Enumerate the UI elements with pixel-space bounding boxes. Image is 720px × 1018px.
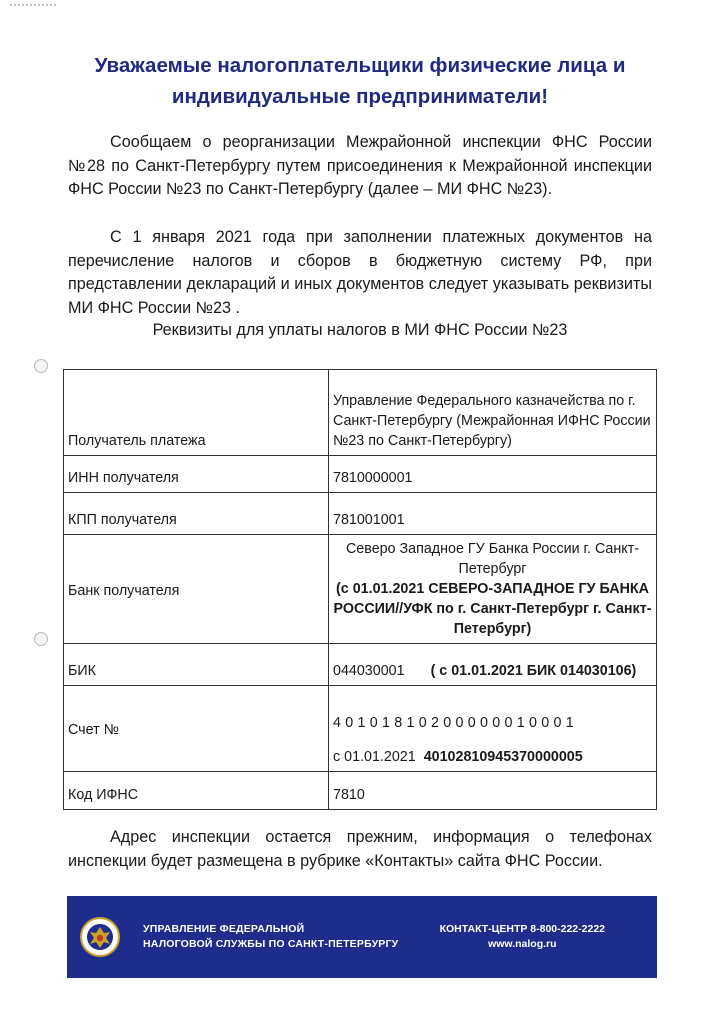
footer-contact-center: КОНТАКТ-ЦЕНТР 8-800-222-2222 <box>439 923 605 935</box>
punch-hole <box>34 359 48 373</box>
ifns-value: 7810 <box>329 772 657 810</box>
table-row <box>64 493 657 535</box>
inn-label: ИНН получателя <box>64 456 329 493</box>
footer-org-line-2: НАЛОГОВОЙ СЛУЖБЫ ПО САНКТ-ПЕТЕРБУРГУ <box>143 938 399 950</box>
account-new-prefix: с 01.01.2021 <box>333 749 416 765</box>
footer-org-line-1: УПРАВЛЕНИЕ ФЕДЕРАЛЬНОЙ <box>143 923 305 935</box>
scan-artifact <box>10 4 56 18</box>
bank-value: Северо Западное ГУ Банка России г. Санкт-Петербург <box>345 541 640 577</box>
table-row <box>64 686 657 772</box>
table-row <box>64 456 657 493</box>
paragraph-requisites-notice: С 1 января 2021 года при заполнении платежных документов на перечисление налогов и сборов в бюджетную систему РФ, при представлении деклараций и иных документов следует указывать реквизиты МИ ФНС России №23 . <box>68 228 652 317</box>
table-row <box>64 535 657 644</box>
table-row <box>64 772 657 810</box>
kpp-label: КПП получателя <box>64 493 329 535</box>
bik-value-new: ( с 01.01.2021 БИК 014030106) <box>430 663 637 679</box>
table-row <box>64 370 657 456</box>
punch-hole <box>34 632 48 646</box>
requisites-heading: Реквизиты для уплаты налогов в МИ ФНС России №23 <box>152 321 568 339</box>
title-line-2: индивидуальные предприниматели! <box>171 85 549 108</box>
account-label: Счет № <box>64 686 329 772</box>
bik-cell <box>329 644 657 686</box>
kpp-value: 781001001 <box>329 493 657 535</box>
footer-organization <box>143 922 398 952</box>
bank-cell <box>329 535 657 644</box>
table-row <box>64 644 657 686</box>
bik-label: БИК <box>64 644 329 686</box>
bank-label: Банк получателя <box>64 535 329 644</box>
account-cell <box>329 686 657 772</box>
recipient-label: Получатель платежа <box>64 370 329 456</box>
requisites-table <box>63 369 657 810</box>
ifns-label: Код ИФНС <box>64 772 329 810</box>
bik-value: 044030001 <box>333 663 405 679</box>
bank-value-new: (с 01.01.2021 СЕВЕРО-ЗАПАДНОЕ ГУ БАНКА РОССИИ//УФК по г. Санкт-Петербург г. Санкт-Петербург) <box>333 581 652 637</box>
fns-emblem-icon <box>79 915 121 959</box>
inn-value: 7810000001 <box>329 456 657 493</box>
page-title <box>40 50 680 112</box>
account-value: 40101810200000010001 <box>333 715 579 731</box>
footer-website-link[interactable]: www.nalog.ru <box>488 938 557 950</box>
paragraph-reorganization: Сообщаем о реорганизации Межрайонной инспекции ФНС России №28 по Санкт-Петербургу путем присоединения к Межрайонной инспекции ФНС России №23 по Санкт-Петербургу (далее – МИ ФНС №23). <box>68 133 652 198</box>
title-line-1: Уважаемые налогоплательщики физические лица и <box>94 54 626 77</box>
account-value-new: 40102810945370000005 <box>423 749 583 765</box>
footer-contacts <box>440 922 605 952</box>
recipient-value: Управление Федерального казначейства по г. Санкт-Петербургу (Межрайонная ИФНС России №23 по Санкт-Петербургу) <box>329 370 657 456</box>
footer-banner <box>67 896 657 978</box>
paragraph-address: Адрес инспекции остается прежним, информация о телефонах инспекции будет размещена в рубрике «Контакты» сайта ФНС России. <box>68 828 652 870</box>
